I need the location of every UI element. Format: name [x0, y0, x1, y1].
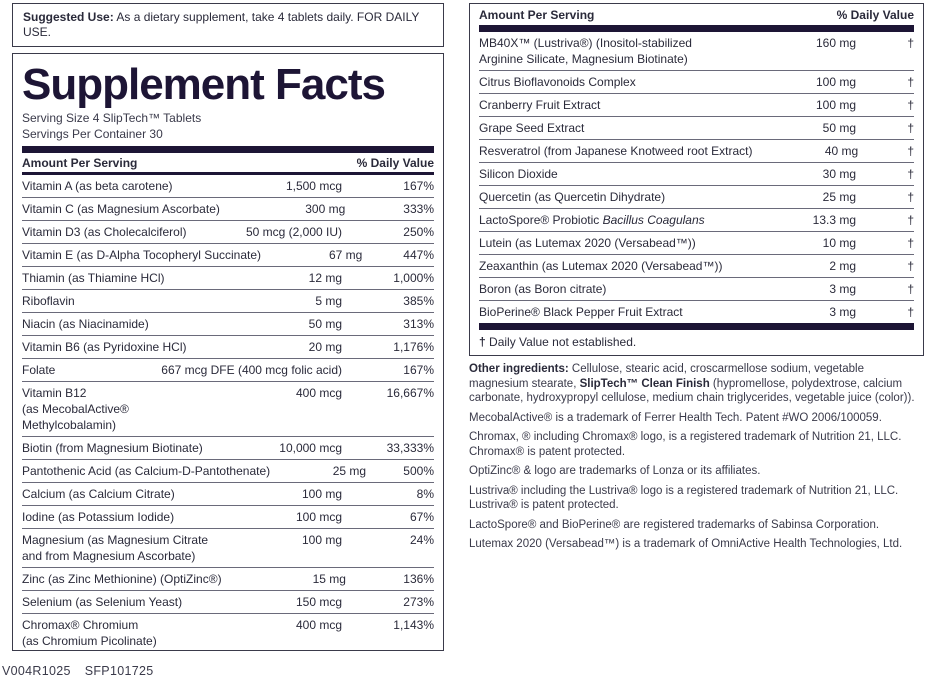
- nutrient-row: [22, 313, 434, 336]
- nutrient-amount: 12 mg: [308, 271, 342, 285]
- nutrient-row: [22, 267, 434, 290]
- ingredient-amount: 25 mg: [822, 190, 856, 204]
- nutrient-row: [22, 591, 434, 614]
- nutrient-row: [22, 382, 434, 437]
- serving-size: Serving Size 4 SlipTech™ Tablets: [22, 111, 202, 125]
- ingredient-name-line2: Arginine Silicate, Magnesium Biotinate): [479, 52, 688, 66]
- nutrient-row: [22, 568, 434, 591]
- ingredient-name: Lutein (as Lutemax 2020 (Versabead™)): [479, 236, 696, 250]
- nutrient-name: [22, 385, 212, 433]
- ingredient-row: [479, 71, 914, 94]
- nutrient-name: [22, 617, 212, 649]
- nutrient-row: [22, 614, 434, 652]
- ingredient-name: Citrus Bioflavonoids Complex: [479, 75, 636, 89]
- ingredient-row: [479, 140, 914, 163]
- nutrient-amount: 5 mg: [315, 294, 342, 308]
- ingredient-dv: †: [907, 167, 914, 181]
- nutrient-row: [22, 506, 434, 529]
- nutrient-amount: 667 mcg DFE (400 mcg folic acid): [161, 363, 342, 377]
- nutrient-dv: 16,667%: [386, 386, 434, 400]
- other-ingredients-label: Other ingredients:: [469, 363, 569, 375]
- nutrient-name: Iodine (as Potassium Iodide): [22, 510, 175, 524]
- ingredient-row: [479, 117, 914, 140]
- daily-value-note-text: Daily Value not established.: [485, 335, 637, 349]
- facts-header: [22, 153, 434, 175]
- nutrient-amount: 400 mcg: [295, 386, 342, 400]
- nutrient-dv: 67%: [409, 510, 434, 524]
- nutrient-amount: 150 mcg: [295, 595, 342, 609]
- label-codes: [2, 664, 153, 678]
- nutrient-row: [22, 244, 434, 267]
- suggested-use-box: [12, 3, 444, 47]
- ingredient-amount: 13.3 mg: [812, 213, 856, 227]
- nutrient-name: Folate: [22, 363, 56, 377]
- ingredient-row: [479, 255, 914, 278]
- nutrient-amount: 300 mg: [305, 202, 346, 216]
- ingredient-dv: †: [907, 121, 914, 135]
- suggested-use-text: As a dietary supplement, take 4 tablets daily. FOR DAILY USE.: [23, 10, 420, 39]
- ingredient-row: [479, 301, 914, 330]
- nutrient-amount: 100 mcg: [295, 510, 342, 524]
- nutrient-row: [22, 483, 434, 506]
- ingredient-amount: 160 mg: [815, 36, 856, 50]
- trademark-note: MecobalActive® is a trademark of Ferrer Health Tech. Patent #WO 2006/100059.: [469, 411, 882, 424]
- ingredient-amount: 40 mg: [824, 144, 859, 158]
- ingredient-name: Zeaxanthin (as Lutemax 2020 (Versabead™)): [479, 259, 723, 273]
- trademark-note: OptiZinc® & logo are trademarks of Lonza or its affiliates.: [469, 465, 761, 477]
- ingredient-row: [479, 163, 914, 186]
- nutrient-dv: 136%: [403, 572, 434, 586]
- header-amount-per-serving: Amount Per Serving: [22, 155, 138, 170]
- nutrient-name: Riboflavin: [22, 294, 75, 308]
- nutrient-amount: 15 mg: [312, 572, 346, 586]
- ingredient-dv: †: [907, 98, 914, 112]
- nutrient-name: Vitamin B6 (as Pyridoxine HCl): [22, 340, 187, 354]
- ingredient-row: [479, 278, 914, 301]
- nutrient-dv: 385%: [403, 294, 434, 308]
- nutrient-name: Pantothenic Acid (as Calcium-D-Pantothenate): [22, 464, 271, 478]
- ingredient-name: Quercetin (as Quercetin Dihydrate): [479, 190, 666, 204]
- nutrient-dv: 1,176%: [393, 340, 434, 354]
- nutrient-name-line1: Vitamin B12: [22, 386, 87, 400]
- ingredient-row: [479, 186, 914, 209]
- nutrient-dv: 250%: [403, 225, 434, 239]
- nutrient-dv: 313%: [403, 317, 434, 331]
- thick-divider: [22, 146, 434, 153]
- ingredient-name: Grape Seed Extract: [479, 121, 585, 135]
- supplement-facts-continued-panel: [469, 3, 924, 356]
- ingredient-dv: †: [907, 75, 914, 89]
- version-code: V004R1025: [2, 664, 71, 678]
- ingredient-name-plain: LactoSpore® Probiotic: [479, 213, 603, 227]
- nutrient-name-line1: Chromax® Chromium: [22, 618, 139, 632]
- ingredient-name: Resveratrol (from Japanese Knotweed root Extract): [479, 144, 753, 158]
- nutrient-dv: 273%: [403, 595, 434, 609]
- nutrient-amount: 10,000 mcg: [279, 441, 342, 455]
- nutrient-name: Vitamin E (as D-Alpha Tocopheryl Succinate): [22, 248, 262, 262]
- nutrient-amount: 50 mcg (2,000 IU): [245, 225, 342, 239]
- ingredient-name: Silicon Dioxide: [479, 167, 558, 181]
- ingredient-name: BioPerine® Black Pepper Fruit Extract: [479, 305, 683, 319]
- nutrient-amount: 100 mg: [301, 533, 342, 547]
- nutrient-name-line2: and from Magnesium Ascorbate): [22, 549, 196, 563]
- trademark-note: LactoSpore® and BioPerine® are registered trademarks of Sabinsa Corporation.: [469, 518, 880, 531]
- nutrient-amount: 67 mg: [328, 248, 363, 262]
- nutrient-row: [22, 529, 434, 568]
- nutrient-amount: 400 mcg: [295, 618, 342, 632]
- nutrient-name: Vitamin A (as beta carotene): [22, 179, 173, 193]
- ingredient-amount: 50 mg: [822, 121, 856, 135]
- ingredient-name-italic: Bacillus Coagulans: [602, 213, 705, 227]
- suggested-use-label: Suggested Use:: [23, 10, 114, 24]
- ingredient-row: [479, 209, 914, 232]
- nutrient-dv: 33,333%: [386, 441, 434, 455]
- ingredient-dv: †: [907, 305, 914, 319]
- ingredient-row: [479, 232, 914, 255]
- nutrient-row: [22, 437, 434, 460]
- nutrient-name-line2: (as Chromium Picolinate): [22, 634, 157, 648]
- supplement-facts-title: Supplement Facts: [22, 60, 385, 109]
- nutrient-row: [22, 336, 434, 359]
- nutrient-amount: 1,500 mcg: [285, 179, 342, 193]
- ingredient-name: [479, 35, 746, 67]
- ingredient-amount: 100 mg: [815, 98, 856, 112]
- nutrient-name-line2: (as MecobalActive® Methylcobalamin): [22, 402, 129, 432]
- trademark-note: Chromax, ® including Chromax® logo, is a registered trademark of Nutrition 21, LLC. Chromax® is patent protected.: [469, 431, 902, 458]
- ingredient-row: [479, 94, 914, 117]
- trademark-note: Lustriva® including the Lustriva® logo is a registered trademark of Nutrition 21, LLC. Lustriva® is patent protected.: [469, 484, 899, 511]
- ingredient-row: [479, 32, 914, 71]
- nutrient-dv: 333%: [403, 202, 434, 216]
- nutrient-name: Niacin (as Niacinamide): [22, 317, 149, 331]
- ingredient-name-line1: MB40X™ (Lustriva®) (Inositol-stabilized: [479, 36, 692, 50]
- ingredient-amount: 10 mg: [822, 236, 856, 250]
- nutrient-amount: 100 mg: [301, 487, 342, 501]
- nutrient-row: [22, 198, 434, 221]
- header-daily-value: % Daily Value: [836, 7, 914, 22]
- ingredient-amount: 2 mg: [829, 259, 856, 273]
- nutrient-dv: 447%: [403, 248, 434, 262]
- nutrient-name: [22, 532, 212, 564]
- nutrient-row: [22, 221, 434, 244]
- facts-header: [479, 4, 914, 32]
- trademark-note: Lutemax 2020 (Versabead™) is a trademark of OmniActive Health Technologies, Ltd.: [469, 538, 903, 550]
- nutrient-name: Biotin (from Magnesium Biotinate): [22, 441, 203, 455]
- sliptech-clean-finish: SlipTech™ Clean Finish: [579, 377, 710, 390]
- nutrient-amount: 50 mg: [308, 317, 342, 331]
- nutrient-dv: 1,143%: [393, 618, 434, 632]
- nutrient-name: Selenium (as Selenium Yeast): [22, 595, 183, 609]
- other-ingredients-text-2: (hypromellose, polydextrose, calcium carbonate, hydroxypropyl cellulose, medium chain triglycerides, vegetable juice (color)).: [469, 377, 915, 404]
- nutrient-dv: 8%: [416, 487, 434, 501]
- other-ingredients: [469, 362, 925, 406]
- nutrient-name: Vitamin D3 (as Cholecalciferol): [22, 225, 187, 239]
- ingredient-dv: †: [907, 144, 914, 158]
- nutrient-row: [22, 175, 434, 198]
- nutrient-dv: 500%: [403, 464, 434, 478]
- daily-value-footnote: [479, 330, 914, 350]
- ingredient-dv: †: [907, 213, 914, 227]
- ingredient-dv: †: [907, 259, 914, 273]
- header-daily-value: % Daily Value: [356, 155, 434, 170]
- ingredient-dv: †: [907, 282, 914, 296]
- ingredient-amount: 100 mg: [815, 75, 856, 89]
- ingredients-and-trademarks: [469, 362, 925, 557]
- nutrient-row: [22, 290, 434, 313]
- nutrient-dv: 1,000%: [393, 271, 434, 285]
- nutrient-dv: 167%: [403, 179, 434, 193]
- nutrient-name: Calcium (as Calcium Citrate): [22, 487, 175, 501]
- ingredient-dv: †: [907, 236, 914, 250]
- ingredient-amount: 3 mg: [829, 282, 856, 296]
- ingredient-amount: 3 mg: [829, 305, 856, 319]
- other-ingredients-text-1: Cellulose, stearic acid, croscarmellose sodium, vegetable magnesium stearate,: [469, 363, 864, 390]
- header-amount-per-serving: Amount Per Serving: [479, 7, 595, 22]
- ingredient-name: [479, 212, 746, 228]
- nutrient-row: [22, 359, 434, 382]
- nutrient-amount: 25 mg: [332, 464, 367, 478]
- supplement-facts-panel: [12, 53, 444, 651]
- ingredient-dv: †: [907, 190, 914, 204]
- nutrient-name: Thiamin (as Thiamine HCl): [22, 271, 165, 285]
- nutrient-amount: 20 mg: [308, 340, 342, 354]
- nutrient-name: Vitamin C (as Magnesium Ascorbate): [22, 202, 220, 216]
- nutrient-name-line1: Magnesium (as Magnesium Citrate: [22, 533, 209, 547]
- dagger-symbol: †: [479, 335, 486, 349]
- servings-per-container: Servings Per Container 30: [22, 126, 163, 141]
- sfp-code: SFP101725: [84, 664, 154, 678]
- ingredient-name: Boron (as Boron citrate): [479, 282, 607, 296]
- nutrient-name: Zinc (as Zinc Methionine) (OptiZinc®): [22, 572, 222, 586]
- ingredient-name: Cranberry Fruit Extract: [479, 98, 601, 112]
- nutrient-row: [22, 460, 434, 483]
- ingredient-dv: †: [907, 36, 914, 50]
- ingredient-amount: 30 mg: [822, 167, 856, 181]
- nutrient-dv: 167%: [403, 363, 434, 377]
- nutrient-dv: 24%: [409, 533, 434, 547]
